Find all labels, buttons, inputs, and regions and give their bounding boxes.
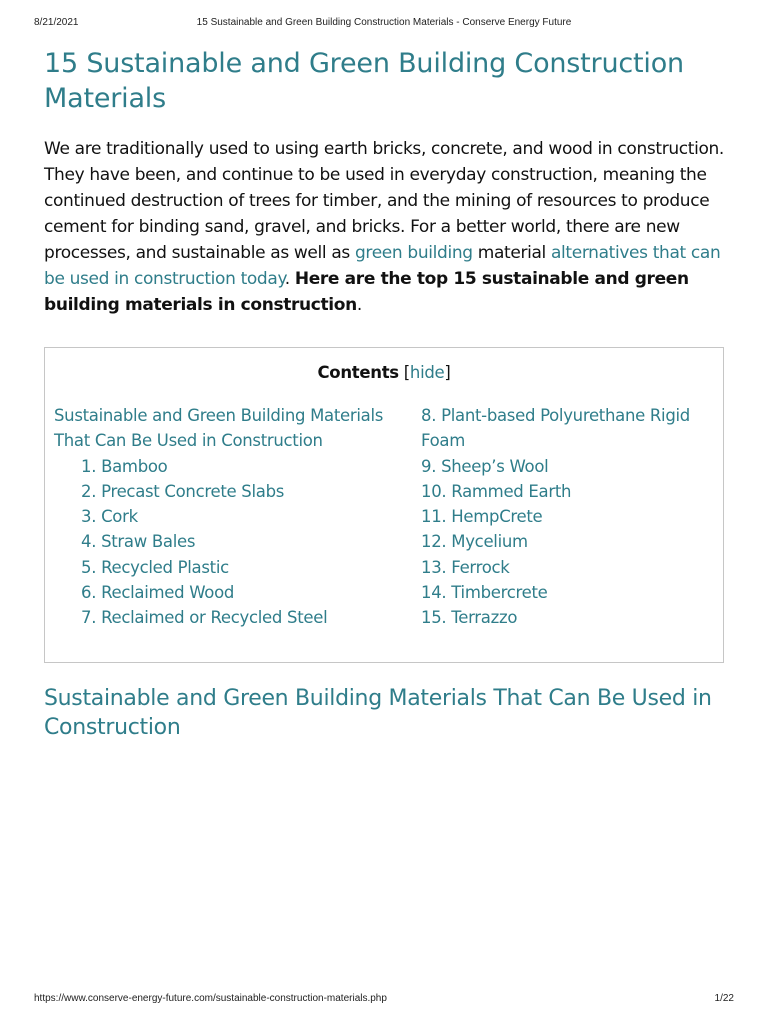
toc-left-column [54,403,384,631]
toc-bracket-open: [ [398,363,410,382]
intro-bold-text: Here are the top 15 sustainable and green building materials in construction [44,269,689,315]
table-of-contents [44,347,724,663]
toc-item-reclaimed-steel[interactable]: 7. Reclaimed or Recycled Steel [81,608,328,628]
toc-item-straw-bales[interactable]: 4. Straw Bales [81,532,196,552]
toc-item-section[interactable]: Sustainable and Green Building Materials That Can Be Used in Construction [54,406,384,451]
toc-item-precast-concrete-slabs[interactable]: 2. Precast Concrete Slabs [81,481,285,501]
toc-item-cork[interactable]: 3. Cork [81,507,138,527]
toc-item-timbercrete[interactable]: 14. Timbercrete [421,583,548,603]
toc-item-polyurethane-foam[interactable]: 8. Plant-based Polyurethane Rigid Foam [421,406,690,451]
intro-text-4: . [356,295,362,315]
toc-item-mycelium[interactable]: 12. Mycelium [421,532,528,552]
green-building-link[interactable]: green building [354,243,473,263]
print-header [0,17,768,31]
toc-right-column [421,403,717,631]
toc-label: Contents [317,363,399,382]
intro-text-3: . [284,269,295,289]
toc-item-bamboo[interactable]: 1. Bamboo [81,456,168,476]
toc-item-terrazzo[interactable]: 15. Terrazzo [421,608,518,628]
page-number: 1/22 [714,993,734,1004]
intro-text-1: We are traditionally used to using earth bricks, concrete, and wood in construction. They have been, and continue to be used in everyday construction, meaning the continued destruction of trees for timber, and the mining of resources to produce cement for binding sand, gravel, and bricks. For a better world, there are new processes, and sustainable as well as [44,139,724,263]
toc-hide-toggle[interactable]: hide [409,363,445,382]
toc-item-ferrock[interactable]: 13. Ferrock [421,557,510,577]
print-footer [0,993,768,1007]
toc-item-rammed-earth[interactable]: 10. Rammed Earth [421,481,572,501]
intro-paragraph [44,136,726,318]
toc-item-recycled-plastic[interactable]: 5. Recycled Plastic [81,557,229,577]
print-url: https://www.conserve-energy-future.com/sustainable-construction-materials.php [34,993,387,1004]
section-heading: Sustainable and Green Building Materials That Can Be Used in Construction [44,686,712,740]
toc-item-sheeps-wool[interactable]: 9. Sheep’s Wool [421,456,549,476]
print-page-title: 15 Sustainable and Green Building Construction Materials - Conserve Energy Future [196,17,572,28]
print-date: 8/21/2021 [34,17,79,28]
page-title: 15 Sustainable and Green Building Construction Materials [44,48,684,114]
article-content [44,46,726,318]
toc-item-hempcrete[interactable]: 11. HempCrete [421,507,543,527]
toc-item-reclaimed-wood[interactable]: 6. Reclaimed Wood [81,583,235,603]
intro-text-2: material [472,243,551,263]
alternatives-link[interactable]: alternatives that can be used in construction today [44,243,721,289]
toc-header [45,361,723,385]
toc-bracket-close: ] [444,363,451,382]
